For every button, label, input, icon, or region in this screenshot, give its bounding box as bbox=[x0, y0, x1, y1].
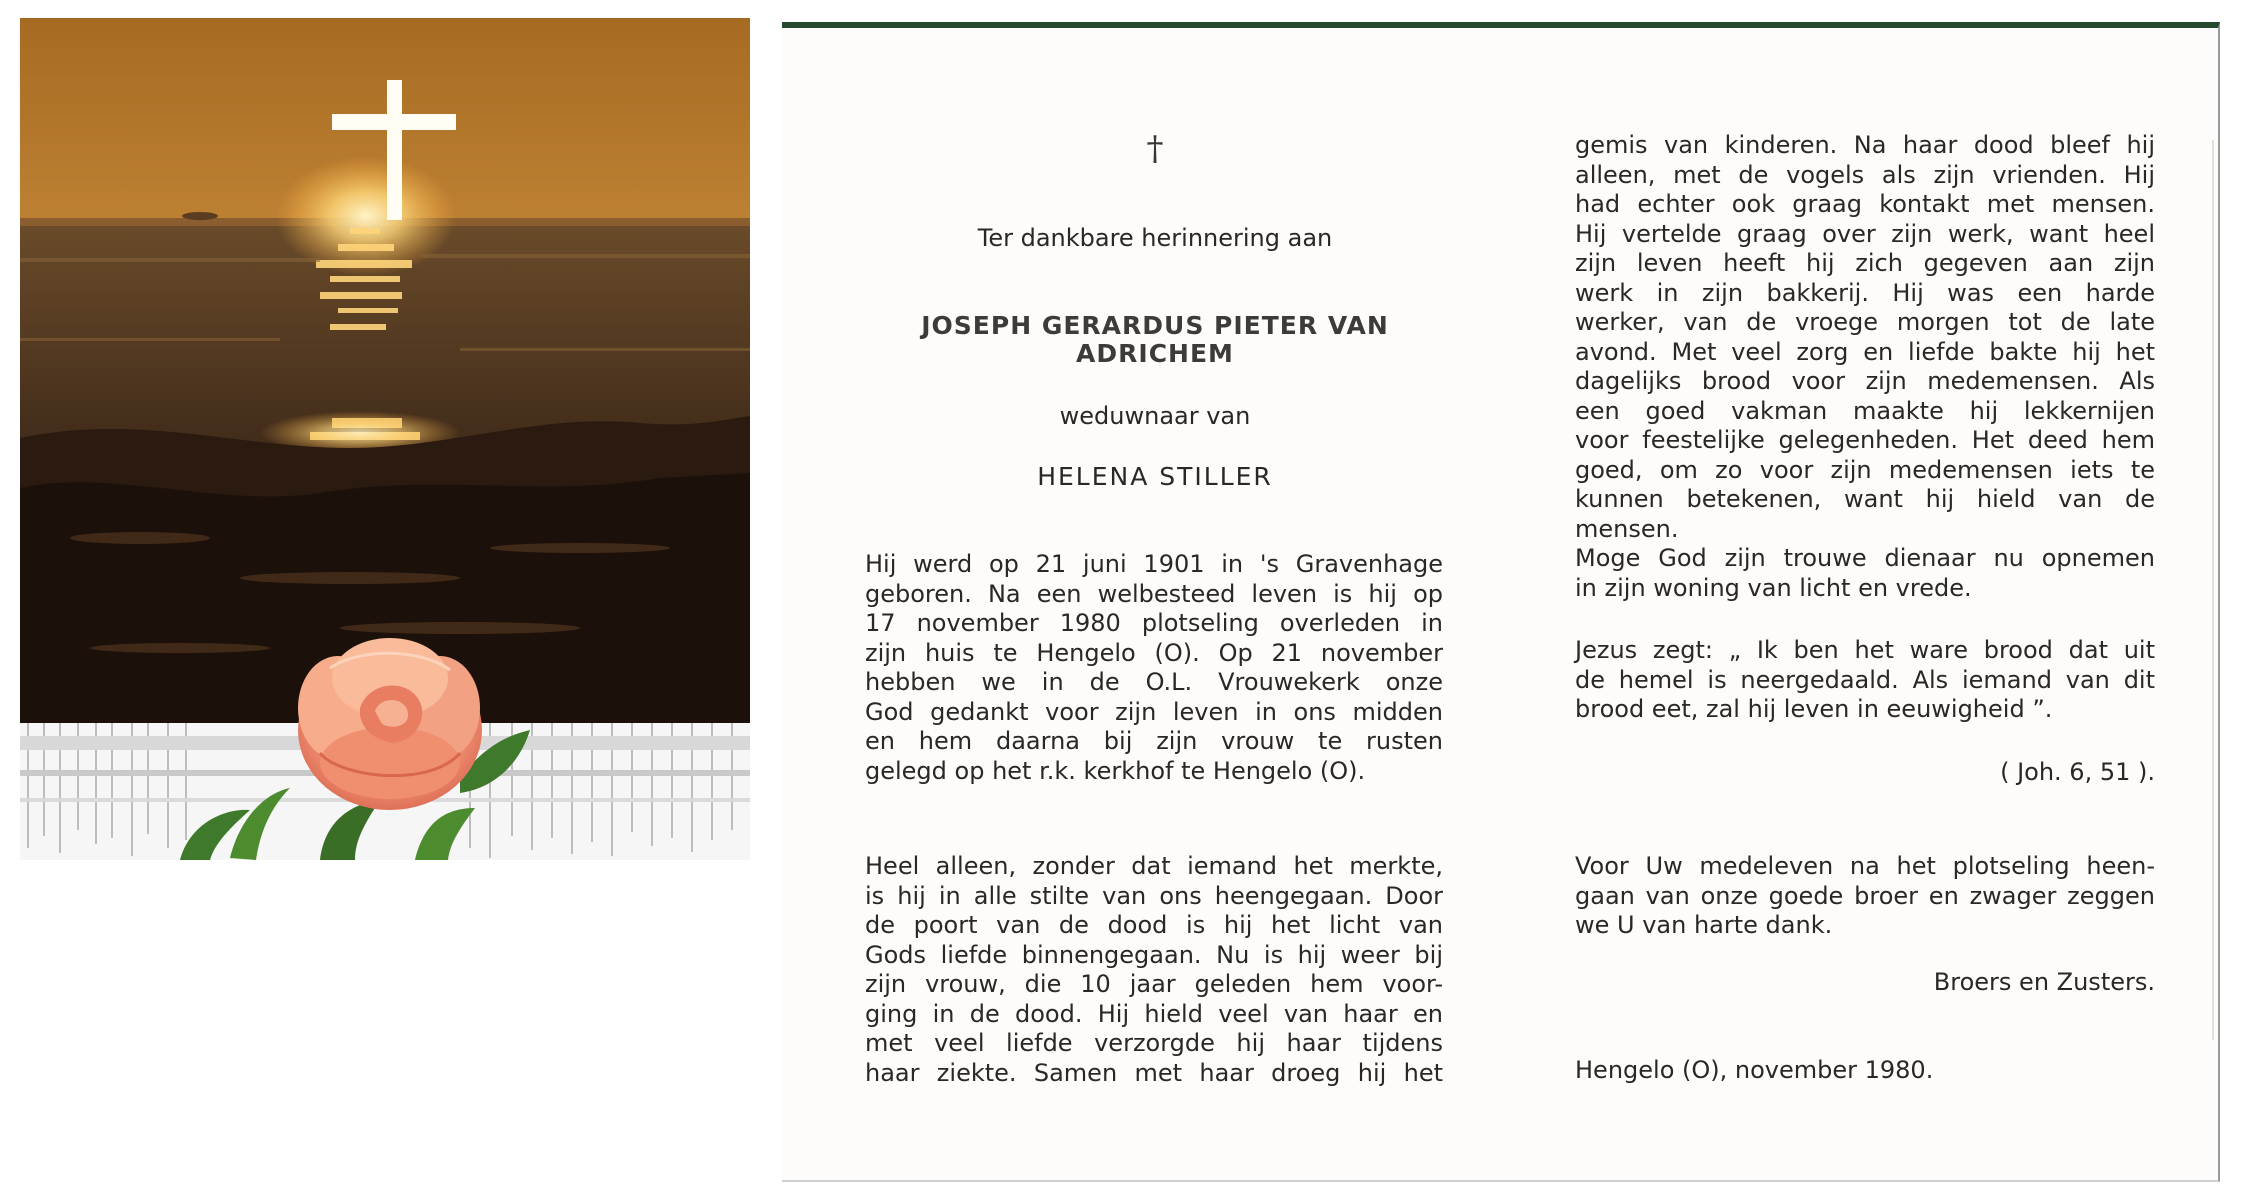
memorial-picture-card bbox=[20, 18, 750, 860]
text-line: had echter ook graag kontakt met mensen. bbox=[1575, 190, 2155, 218]
text-line: Heel alleen, zonder dat iemand het merkte, bbox=[865, 852, 1443, 880]
text-line: alleen, met de vogels als zijn vrienden. Hij bbox=[1575, 160, 2155, 189]
text-line: Moge God zijn trouwe dienaar nu opnemen bbox=[1575, 544, 2155, 572]
biography-paragraph bbox=[865, 550, 1443, 786]
text-line: de poort van de dood is hij het licht van bbox=[865, 911, 1443, 939]
text-line: Voor Uw medeleven na het plotseling heen- bbox=[1575, 852, 2155, 880]
text-line: gemis van kinderen. Na haar dood bleef hij bbox=[1575, 131, 2155, 159]
text-line: avond. Met veel zorg en liefde bakte hij het bbox=[1575, 337, 2155, 366]
text-line: voor feestelijke gelegenheden. Het deed hem bbox=[1575, 426, 2155, 454]
deceased-name-line: JOSEPH GERARDUS PIETER VAN bbox=[921, 311, 1389, 340]
text-line: we U van harte dank. bbox=[1575, 911, 1833, 939]
place-date-line: Hengelo (O), november 1980. bbox=[1575, 1056, 1934, 1084]
text-line: is hij in alle stilte van ons heengegaan. Door bbox=[865, 881, 1443, 910]
signature-line: Broers en Zusters. bbox=[1933, 968, 2155, 996]
text-line: haar ziekte. Samen met haar droeg hij het bbox=[865, 1058, 1443, 1087]
dedication-line: Ter dankbare herinnering aan bbox=[977, 224, 1333, 252]
text-line: Hij vertelde graag over zijn werk, want heel bbox=[1575, 219, 2155, 248]
deceased-name-line: ADRICHEM bbox=[1076, 339, 1234, 368]
text-line: zijn huis te Hengelo (O). Op 21 november bbox=[865, 638, 1443, 667]
text-line: de hemel is neergedaald. Als iemand van dit bbox=[1575, 665, 2155, 694]
relation-line: weduwnaar van bbox=[1059, 402, 1251, 430]
life-story-paragraph bbox=[1575, 131, 2155, 603]
text-line: een goed vakman maakte hij lekkernijen bbox=[1575, 396, 2155, 425]
text-line: Jezus zegt: „ Ik ben het ware brood dat uit bbox=[1575, 636, 2155, 664]
card-fold-line bbox=[2212, 140, 2214, 1040]
text-line: ging in de dood. Hij hield veel van haar en bbox=[865, 999, 1443, 1028]
text-line: zijn vrouw, die 10 jaar geleden hem voor- bbox=[865, 970, 1443, 998]
spouse-name: HELENA STILLER bbox=[1037, 462, 1273, 491]
sunset-sea-scene bbox=[20, 18, 750, 860]
text-line: brood eet, zal hij leven in eeuwigheid ”. bbox=[1575, 695, 2053, 723]
text-line: goed, om zo voor zijn medemensen iets te bbox=[1575, 455, 2155, 484]
cross-symbol: † bbox=[1146, 129, 1164, 169]
bible-quote bbox=[1575, 636, 2155, 725]
deceased-name bbox=[890, 312, 1420, 368]
text-line: met veel liefde verzorgde hij haar tijdens bbox=[865, 1029, 1443, 1057]
text-line: in zijn woning van licht en vrede. bbox=[1575, 573, 1972, 602]
bible-reference: ( Joh. 6, 51 ). bbox=[2000, 758, 2155, 786]
text-line: gaan van onze goede broer en zwager zeggen bbox=[1575, 881, 2155, 910]
text-line: God gedankt voor zijn leven in ons midden bbox=[865, 697, 1443, 726]
memorial-paragraph bbox=[865, 852, 1443, 1088]
text-line: Hij werd op 21 juni 1901 in 's Gravenhage bbox=[865, 550, 1443, 578]
text-line: Gods liefde binnengegaan. Nu is hij weer bij bbox=[865, 940, 1443, 969]
text-line: gelegd op het r.k. kerkhof te Hengelo (O). bbox=[865, 756, 1366, 785]
text-line: werk in zijn bakkerij. Hij was een harde bbox=[1575, 278, 2155, 307]
text-line: mensen. bbox=[1575, 514, 1679, 543]
text-line: kunnen betekenen, want hij hield van de bbox=[1575, 485, 2155, 513]
text-line: en hem daarna bij zijn vrouw te rusten bbox=[865, 727, 1443, 755]
text-line: zijn leven heeft hij zich gegeven aan zijn bbox=[1575, 249, 2155, 277]
text-line: hebben we in de O.L. Vrouwekerk onze bbox=[865, 668, 1443, 696]
text-line: geboren. Na een welbesteed leven is hij op bbox=[865, 579, 1443, 608]
thanks-paragraph bbox=[1575, 852, 2155, 941]
text-line: 17 november 1980 plotseling overleden in bbox=[865, 609, 1443, 637]
text-line: werker, van de vroege morgen tot de late bbox=[1575, 308, 2155, 336]
text-line: dagelijks brood voor zijn medemensen. Als bbox=[1575, 367, 2155, 395]
sunset-photo bbox=[20, 18, 750, 723]
